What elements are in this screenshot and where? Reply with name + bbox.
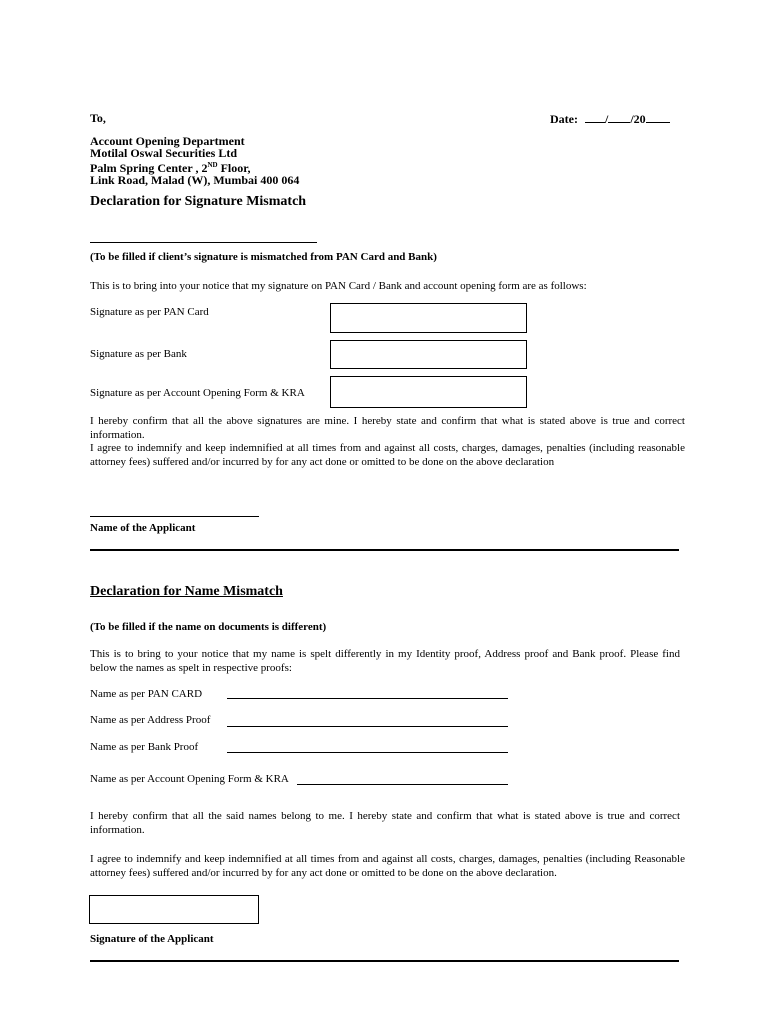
date-label: Date:	[550, 112, 578, 126]
pan-name-line[interactable]	[227, 698, 508, 699]
kra-name-label: Name as per Account Opening Form & KRA	[90, 773, 289, 785]
name-confirm-text: I hereby confirm that all the said names belong to me. I hereby state and confirm that what is stated above is true and correct information.	[90, 810, 680, 836]
applicant-signature-box[interactable]	[89, 895, 259, 924]
footer-divider	[90, 960, 679, 962]
signature-section-subtitle: (To be filled if client’s signature is mismatched from PAN Card and Bank)	[90, 251, 437, 263]
signature-title-rule	[90, 242, 317, 243]
kra-signature-box[interactable]	[330, 376, 527, 408]
address-line-3: Palm Spring Center , 2ND Floor,	[90, 161, 251, 175]
applicant-name-line[interactable]	[90, 516, 259, 517]
kra-name-line[interactable]	[297, 784, 508, 785]
signature-indemnify-text: I agree to indemnify and keep indemnified at all times from and against all costs, charges, damages, penalties (including reasonable attorney fees) suffered and/or incurred by for any act done or omitted to be done on the above declaration	[90, 442, 685, 468]
date-year-blank[interactable]	[646, 111, 670, 123]
date-month-blank[interactable]	[608, 111, 630, 123]
address-block	[90, 135, 299, 186]
signature-confirm-text: I hereby confirm that all the above signatures are mine. I hereby state and confirm that what is stated above is true and correct information.	[90, 415, 685, 441]
kra-signature-label: Signature as per Account Opening Form & KRA	[90, 387, 305, 399]
address-line-1: Account Opening Department	[90, 134, 245, 148]
bank-signature-label: Signature as per Bank	[90, 348, 187, 360]
name-section-title: Declaration for Name Mismatch	[90, 584, 283, 599]
signature-section-title: Declaration for Signature Mismatch	[90, 194, 307, 209]
section-divider	[90, 549, 679, 551]
address-line-4: Link Road, Malad (W), Mumbai 400 064	[90, 173, 300, 187]
pan-name-label: Name as per PAN CARD	[90, 688, 203, 700]
salutation: To,	[90, 111, 106, 125]
date-year-prefix: /20	[630, 112, 646, 126]
bank-name-label: Name as per Bank Proof	[90, 741, 199, 753]
signature-section-intro: This is to bring into your notice that my signature on PAN Card / Bank and account opening form are as follows:	[90, 280, 587, 292]
date-field[interactable]	[550, 111, 670, 127]
bank-signature-box[interactable]	[330, 340, 527, 369]
address-line-2: Motilal Oswal Securities Ltd	[90, 146, 237, 160]
applicant-signature-label: Signature of the Applicant	[90, 933, 214, 945]
address-name-line[interactable]	[227, 726, 508, 727]
name-indemnify-text: I agree to indemnify and keep indemnified at all times from and against all costs, charges, damages, penalties (including Reasonable attorney fees) suffered and/or incurred by for any act done or omitted to be done on the above declaration.	[90, 853, 685, 879]
applicant-name-label: Name of the Applicant	[90, 522, 196, 534]
name-section-intro: This is to bring to your notice that my name is spelt differently in my Identity proof, Address proof and Bank proof. Please find below the names as spelt in respective proofs:	[90, 648, 680, 674]
date-day-blank[interactable]	[585, 111, 605, 123]
pan-signature-box[interactable]	[330, 303, 527, 333]
date-separator: /	[604, 112, 609, 126]
name-section-subtitle: (To be filled if the name on documents is different)	[90, 621, 327, 633]
bank-name-line[interactable]	[227, 752, 508, 753]
pan-signature-label: Signature as per PAN Card	[90, 306, 209, 318]
address-name-label: Name as per Address Proof	[90, 714, 211, 726]
